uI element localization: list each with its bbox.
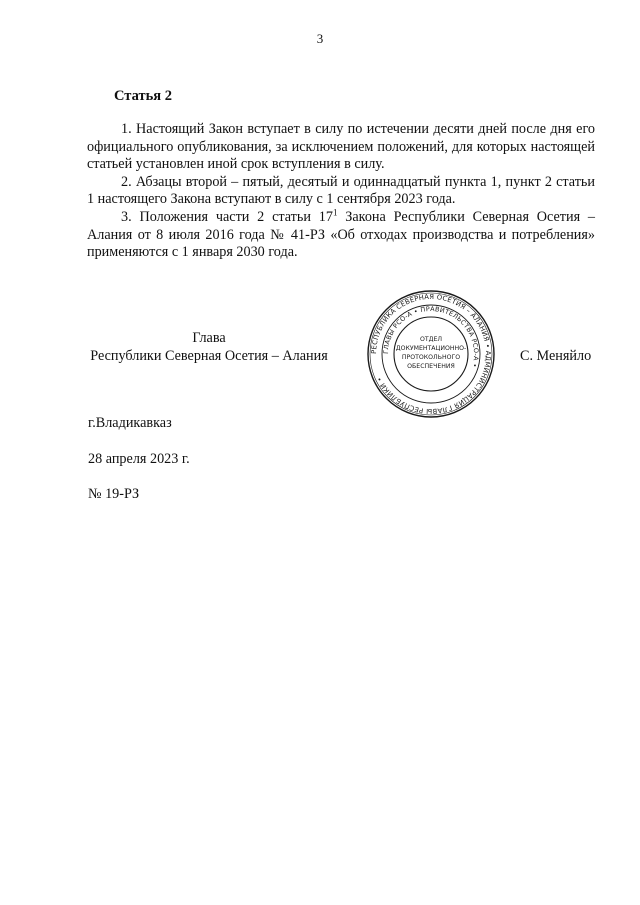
document-date: 28 апреля 2023 г. <box>88 451 190 467</box>
paragraph-3-superscript: 1 <box>332 207 338 218</box>
document-number: № 19-РЗ <box>88 486 140 502</box>
article-title: Статья 2 <box>114 88 172 104</box>
stamp-inner-text: ГЛАВЫ РСО-А • ПРАВИТЕЛЬСТВА РСО-А • <box>381 304 481 369</box>
paragraph-3-end: Закона Республики Северная Осетия – Алания от 8 июля 2016 года № 41-РЗ «Об отходах производства и потребления» применяются с 1 января 2030 года. <box>87 208 596 261</box>
stamp-center-line-3: ПРОТОКОЛЬНОГО <box>401 354 461 361</box>
paragraph-2: 2. Абзацы второй – пятый, десятый и одиннадцатый пункта 1, пункт 2 статьи 1 настоящего Закона вступают в силу с 1 сентября 2023 года. <box>87 173 595 208</box>
page-number: 3 <box>316 31 324 46</box>
signatory-position-line-2: Республики Северная Осетия – Алания <box>90 347 328 364</box>
paragraph-3 <box>87 209 595 262</box>
stamp-center-line-4: ОБЕСПЕЧЕНИЯ <box>407 363 455 370</box>
paragraph-3-start: 3. Положения части 2 статьи 17 <box>121 208 333 225</box>
stamp-center-line-2: ДОКУМЕНТАЦИОННО- <box>395 345 467 352</box>
stamp-outer-text: РЕСПУБЛИКА СЕВЕРНАЯ ОСЕТИЯ – АЛАНИЯ • АДМИНИСТРАЦИЯ ГЛАВЫ РЕСПУБЛИКИ • <box>369 292 493 416</box>
article-body <box>87 121 595 262</box>
signatory-position-line-1: Глава <box>192 330 226 346</box>
city: г.Владикавказ <box>88 415 172 431</box>
signatory-position <box>83 330 335 365</box>
official-seal-stamp <box>366 286 496 422</box>
paragraph-1: 1. Настоящий Закон вступает в силу по истечении десяти дней после дня его официального опубликования, за исключением положений, для которых настоящей статьей установлен иной срок вступления в силу. <box>87 121 595 173</box>
stamp-center-line-1: ОТДЕЛ <box>419 336 443 343</box>
signatory-name: С. Меняйло <box>520 348 592 364</box>
